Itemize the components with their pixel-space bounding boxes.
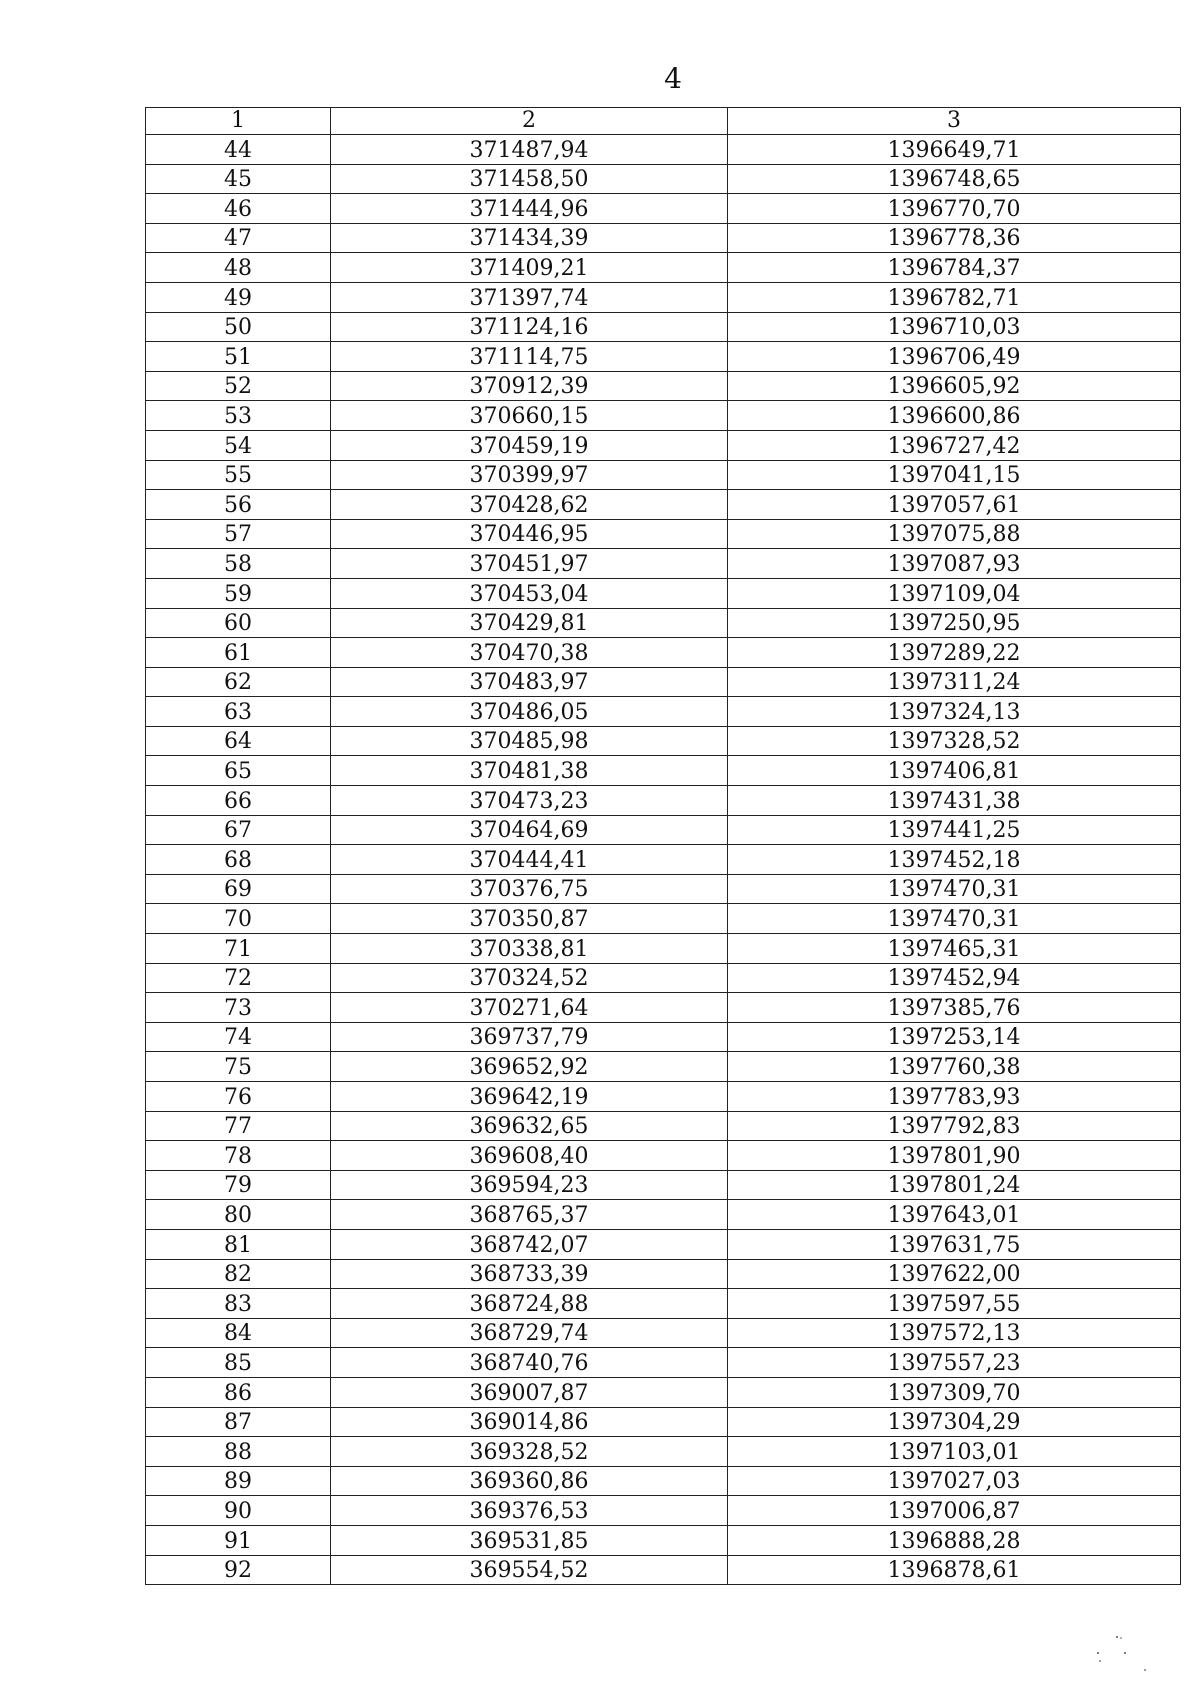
y-coordinate-cell: 1396770,70	[728, 194, 1181, 224]
point-number-cell: 88	[146, 1437, 331, 1467]
point-number-cell: 77	[146, 1111, 331, 1141]
point-number-cell: 90	[146, 1496, 331, 1526]
table-row	[146, 194, 1181, 224]
table-row	[146, 963, 1181, 993]
y-coordinate-cell: 1397631,75	[728, 1229, 1181, 1259]
y-coordinate-cell: 1397452,18	[728, 845, 1181, 875]
table-row	[146, 549, 1181, 579]
x-coordinate-cell: 369328,52	[331, 1437, 728, 1467]
table-row	[146, 815, 1181, 845]
scan-speck-marks	[1095, 1635, 1155, 1675]
table-body	[146, 135, 1181, 1585]
table-row	[146, 1348, 1181, 1378]
table-row	[146, 756, 1181, 786]
table-row	[146, 1259, 1181, 1289]
x-coordinate-cell: 370429,81	[331, 608, 728, 638]
table-row	[146, 282, 1181, 312]
point-number-cell: 80	[146, 1200, 331, 1230]
table-row	[146, 1111, 1181, 1141]
table-row	[146, 667, 1181, 697]
table-row	[146, 312, 1181, 342]
x-coordinate-cell: 369531,85	[331, 1525, 728, 1555]
x-coordinate-cell: 370483,97	[331, 667, 728, 697]
x-coordinate-cell: 368740,76	[331, 1348, 728, 1378]
table-row	[146, 904, 1181, 934]
point-number-cell: 59	[146, 578, 331, 608]
table-row	[146, 786, 1181, 816]
x-coordinate-cell: 369642,19	[331, 1082, 728, 1112]
point-number-cell: 72	[146, 963, 331, 993]
table-row	[146, 164, 1181, 194]
point-number-cell: 51	[146, 342, 331, 372]
y-coordinate-cell: 1397760,38	[728, 1052, 1181, 1082]
table-row	[146, 135, 1181, 165]
x-coordinate-cell: 370324,52	[331, 963, 728, 993]
x-coordinate-cell: 368729,74	[331, 1318, 728, 1348]
table-row	[146, 1229, 1181, 1259]
x-coordinate-cell: 370459,19	[331, 430, 728, 460]
x-coordinate-cell: 369360,86	[331, 1466, 728, 1496]
y-coordinate-cell: 1396748,65	[728, 164, 1181, 194]
y-coordinate-cell: 1396878,61	[728, 1555, 1181, 1585]
x-coordinate-cell: 368724,88	[331, 1289, 728, 1319]
page-number: 4	[664, 62, 682, 95]
x-coordinate-cell: 370271,64	[331, 993, 728, 1023]
table-row	[146, 519, 1181, 549]
table-row	[146, 638, 1181, 668]
y-coordinate-cell: 1396710,03	[728, 312, 1181, 342]
y-coordinate-cell: 1396727,42	[728, 430, 1181, 460]
x-coordinate-cell: 371114,75	[331, 342, 728, 372]
point-number-cell: 82	[146, 1259, 331, 1289]
y-coordinate-cell: 1397006,87	[728, 1496, 1181, 1526]
y-coordinate-cell: 1397041,15	[728, 460, 1181, 490]
point-number-cell: 44	[146, 135, 331, 165]
y-coordinate-cell: 1397783,93	[728, 1082, 1181, 1112]
table-row	[146, 608, 1181, 638]
table-header	[146, 108, 1181, 135]
y-coordinate-cell: 1397328,52	[728, 726, 1181, 756]
point-number-cell: 61	[146, 638, 331, 668]
table-row	[146, 697, 1181, 727]
table-row	[146, 726, 1181, 756]
y-coordinate-cell: 1397250,95	[728, 608, 1181, 638]
point-number-cell: 45	[146, 164, 331, 194]
point-number-cell: 49	[146, 282, 331, 312]
point-number-cell: 66	[146, 786, 331, 816]
y-coordinate-cell: 1397470,31	[728, 874, 1181, 904]
x-coordinate-cell: 371487,94	[331, 135, 728, 165]
table-row	[146, 490, 1181, 520]
table-row	[146, 993, 1181, 1023]
y-coordinate-cell: 1396888,28	[728, 1525, 1181, 1555]
point-number-cell: 63	[146, 697, 331, 727]
point-number-cell: 50	[146, 312, 331, 342]
y-coordinate-cell: 1396778,36	[728, 223, 1181, 253]
x-coordinate-cell: 368742,07	[331, 1229, 728, 1259]
x-coordinate-cell: 369014,86	[331, 1407, 728, 1437]
x-coordinate-cell: 370399,97	[331, 460, 728, 490]
point-number-cell: 55	[146, 460, 331, 490]
y-coordinate-cell: 1397304,29	[728, 1407, 1181, 1437]
point-number-cell: 84	[146, 1318, 331, 1348]
y-coordinate-cell: 1397311,24	[728, 667, 1181, 697]
x-coordinate-cell: 371434,39	[331, 223, 728, 253]
point-number-cell: 62	[146, 667, 331, 697]
table-row	[146, 874, 1181, 904]
table-row	[146, 845, 1181, 875]
x-coordinate-cell: 370912,39	[331, 371, 728, 401]
y-coordinate-cell: 1397452,94	[728, 963, 1181, 993]
x-coordinate-cell: 371397,74	[331, 282, 728, 312]
y-coordinate-cell: 1397431,38	[728, 786, 1181, 816]
point-number-cell: 71	[146, 934, 331, 964]
table-row	[146, 578, 1181, 608]
x-coordinate-cell: 370485,98	[331, 726, 728, 756]
header-cell-3: 3	[728, 108, 1181, 135]
point-number-cell: 69	[146, 874, 331, 904]
table-row	[146, 1496, 1181, 1526]
point-number-cell: 79	[146, 1170, 331, 1200]
y-coordinate-cell: 1397289,22	[728, 638, 1181, 668]
table-row	[146, 1052, 1181, 1082]
y-coordinate-cell: 1396706,49	[728, 342, 1181, 372]
y-coordinate-cell: 1397622,00	[728, 1259, 1181, 1289]
x-coordinate-cell: 369007,87	[331, 1377, 728, 1407]
point-number-cell: 60	[146, 608, 331, 638]
y-coordinate-cell: 1397441,25	[728, 815, 1181, 845]
point-number-cell: 76	[146, 1082, 331, 1112]
y-coordinate-cell: 1397572,13	[728, 1318, 1181, 1348]
point-number-cell: 75	[146, 1052, 331, 1082]
table-row	[146, 1377, 1181, 1407]
y-coordinate-cell: 1397465,31	[728, 934, 1181, 964]
point-number-cell: 86	[146, 1377, 331, 1407]
x-coordinate-cell: 370464,69	[331, 815, 728, 845]
point-number-cell: 70	[146, 904, 331, 934]
y-coordinate-cell: 1397309,70	[728, 1377, 1181, 1407]
y-coordinate-cell: 1397057,61	[728, 490, 1181, 520]
point-number-cell: 65	[146, 756, 331, 786]
x-coordinate-cell: 369737,79	[331, 1022, 728, 1052]
table-row	[146, 1318, 1181, 1348]
table-row	[146, 371, 1181, 401]
x-coordinate-cell: 371444,96	[331, 194, 728, 224]
x-coordinate-cell: 368733,39	[331, 1259, 728, 1289]
y-coordinate-cell: 1397027,03	[728, 1466, 1181, 1496]
point-number-cell: 52	[146, 371, 331, 401]
header-row	[146, 108, 1181, 135]
table-row	[146, 460, 1181, 490]
point-number-cell: 81	[146, 1229, 331, 1259]
y-coordinate-cell: 1397075,88	[728, 519, 1181, 549]
table-row	[146, 1525, 1181, 1555]
y-coordinate-cell: 1396782,71	[728, 282, 1181, 312]
x-coordinate-cell: 370470,38	[331, 638, 728, 668]
table-row	[146, 1200, 1181, 1230]
x-coordinate-cell: 369652,92	[331, 1052, 728, 1082]
y-coordinate-cell: 1397324,13	[728, 697, 1181, 727]
table-row	[146, 1289, 1181, 1319]
table-row	[146, 1437, 1181, 1467]
y-coordinate-cell: 1397557,23	[728, 1348, 1181, 1378]
header-cell-1: 1	[146, 108, 331, 135]
table-row	[146, 1082, 1181, 1112]
header-cell-2: 2	[331, 108, 728, 135]
y-coordinate-cell: 1396784,37	[728, 253, 1181, 283]
x-coordinate-cell: 370444,41	[331, 845, 728, 875]
table-row	[146, 934, 1181, 964]
table-row	[146, 1407, 1181, 1437]
point-number-cell: 85	[146, 1348, 331, 1378]
table-row	[146, 1555, 1181, 1585]
point-number-cell: 57	[146, 519, 331, 549]
y-coordinate-cell: 1396649,71	[728, 135, 1181, 165]
y-coordinate-cell: 1397597,55	[728, 1289, 1181, 1319]
point-number-cell: 64	[146, 726, 331, 756]
x-coordinate-cell: 370481,38	[331, 756, 728, 786]
point-number-cell: 89	[146, 1466, 331, 1496]
y-coordinate-cell: 1397103,01	[728, 1437, 1181, 1467]
y-coordinate-cell: 1397643,01	[728, 1200, 1181, 1230]
x-coordinate-cell: 370486,05	[331, 697, 728, 727]
point-number-cell: 74	[146, 1022, 331, 1052]
table-row	[146, 430, 1181, 460]
coordinates-table	[145, 107, 1181, 1585]
point-number-cell: 87	[146, 1407, 331, 1437]
point-number-cell: 68	[146, 845, 331, 875]
x-coordinate-cell: 371409,21	[331, 253, 728, 283]
y-coordinate-cell: 1397109,04	[728, 578, 1181, 608]
x-coordinate-cell: 370446,95	[331, 519, 728, 549]
x-coordinate-cell: 371124,16	[331, 312, 728, 342]
table-row	[146, 1466, 1181, 1496]
x-coordinate-cell: 368765,37	[331, 1200, 728, 1230]
table-row	[146, 1022, 1181, 1052]
y-coordinate-cell: 1396600,86	[728, 401, 1181, 431]
x-coordinate-cell: 370428,62	[331, 490, 728, 520]
x-coordinate-cell: 370376,75	[331, 874, 728, 904]
y-coordinate-cell: 1397087,93	[728, 549, 1181, 579]
point-number-cell: 48	[146, 253, 331, 283]
point-number-cell: 78	[146, 1141, 331, 1171]
y-coordinate-cell: 1397470,31	[728, 904, 1181, 934]
table-row	[146, 223, 1181, 253]
x-coordinate-cell: 369608,40	[331, 1141, 728, 1171]
y-coordinate-cell: 1397406,81	[728, 756, 1181, 786]
point-number-cell: 91	[146, 1525, 331, 1555]
point-number-cell: 53	[146, 401, 331, 431]
table-row	[146, 401, 1181, 431]
y-coordinate-cell: 1397801,24	[728, 1170, 1181, 1200]
x-coordinate-cell: 369554,52	[331, 1555, 728, 1585]
x-coordinate-cell: 370453,04	[331, 578, 728, 608]
point-number-cell: 46	[146, 194, 331, 224]
table-row	[146, 1170, 1181, 1200]
point-number-cell: 58	[146, 549, 331, 579]
y-coordinate-cell: 1397801,90	[728, 1141, 1181, 1171]
point-number-cell: 83	[146, 1289, 331, 1319]
x-coordinate-cell: 370473,23	[331, 786, 728, 816]
table-row	[146, 342, 1181, 372]
x-coordinate-cell: 370451,97	[331, 549, 728, 579]
point-number-cell: 67	[146, 815, 331, 845]
point-number-cell: 56	[146, 490, 331, 520]
table-row	[146, 1141, 1181, 1171]
x-coordinate-cell: 371458,50	[331, 164, 728, 194]
y-coordinate-cell: 1397385,76	[728, 993, 1181, 1023]
y-coordinate-cell: 1397792,83	[728, 1111, 1181, 1141]
y-coordinate-cell: 1396605,92	[728, 371, 1181, 401]
table-row	[146, 253, 1181, 283]
y-coordinate-cell: 1397253,14	[728, 1022, 1181, 1052]
point-number-cell: 73	[146, 993, 331, 1023]
x-coordinate-cell: 370338,81	[331, 934, 728, 964]
point-number-cell: 92	[146, 1555, 331, 1585]
x-coordinate-cell: 369632,65	[331, 1111, 728, 1141]
x-coordinate-cell: 370350,87	[331, 904, 728, 934]
point-number-cell: 54	[146, 430, 331, 460]
x-coordinate-cell: 370660,15	[331, 401, 728, 431]
x-coordinate-cell: 369376,53	[331, 1496, 728, 1526]
point-number-cell: 47	[146, 223, 331, 253]
x-coordinate-cell: 369594,23	[331, 1170, 728, 1200]
